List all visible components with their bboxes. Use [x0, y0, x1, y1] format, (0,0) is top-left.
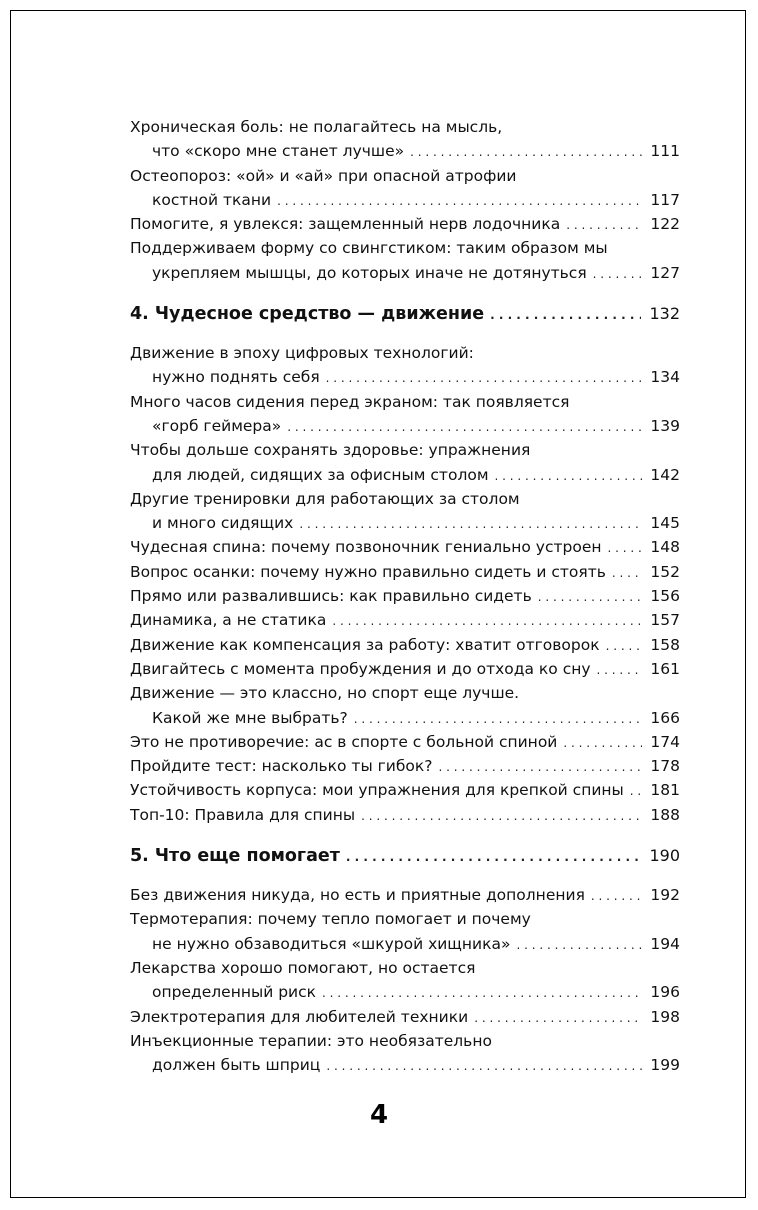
entry-title: Двигайтесь с момента пробуждения и до отхода ко сну [130, 659, 591, 678]
table-of-contents [130, 115, 680, 1077]
toc-entry [130, 883, 680, 907]
dot-leader [597, 657, 643, 682]
dot-leader [299, 511, 642, 536]
entry-page: 117 [650, 190, 680, 209]
toc-entry [130, 778, 680, 802]
chapter-heading-4 [130, 299, 680, 329]
entry-title: Помогите, я увлекся: защемленный нерв лодочника [130, 215, 561, 234]
chapter-title: 4. Чудесное средство — движение [130, 304, 485, 325]
entry-title: Другие тренировки для работающих за столом [130, 489, 520, 508]
dot-leader [361, 803, 642, 828]
dot-leader [354, 706, 643, 731]
entry-page: 142 [650, 465, 680, 484]
entry-page: 148 [650, 538, 680, 557]
toc-entry [130, 657, 680, 681]
entry-title: Топ-10: Правила для спины [130, 805, 356, 824]
toc-entry [130, 390, 680, 439]
chapter-page: 132 [649, 304, 680, 324]
entry-title: Много часов сидения перед экраном: так появляется [130, 392, 570, 411]
dot-leader [495, 463, 643, 488]
entry-title: Поддерживаем форму со свингстиком: таким образом мы [130, 239, 608, 258]
entry-title-cont: должен быть шприц [152, 1056, 321, 1075]
entry-page: 161 [650, 659, 680, 678]
entry-title: Хроническая боль: не полагайтесь на мысль, [130, 118, 503, 136]
toc-entry [130, 754, 680, 778]
entry-page: 122 [650, 215, 680, 234]
entry-title: Пройдите тест: насколько ты гибок? [130, 757, 433, 776]
dot-leader [612, 560, 643, 585]
toc-entry [130, 535, 680, 559]
toc-entry [130, 730, 680, 754]
toc-entry [130, 341, 680, 390]
dot-leader [566, 212, 642, 237]
entry-page: 178 [650, 757, 680, 776]
dot-leader [593, 261, 643, 286]
dot-leader [410, 139, 642, 164]
dot-leader [516, 932, 642, 957]
entry-title: Динамика, а не статика [130, 611, 327, 630]
toc-entry [130, 236, 680, 285]
entry-page: 166 [650, 708, 680, 727]
dot-leader [538, 584, 643, 609]
entry-title: Движение как компенсация за работу: хватит отговорок [130, 635, 600, 654]
entry-page: 111 [650, 142, 680, 161]
dot-leader [322, 980, 642, 1005]
toc-entry [130, 956, 680, 1005]
toc-entry [130, 608, 680, 632]
entry-page: 158 [650, 635, 680, 654]
entry-title: Устойчивость корпуса: мои упражнения для крепкой спины [130, 781, 624, 800]
entry-title: Прямо или развалившись: как правильно сидеть [130, 587, 532, 606]
toc-group-b [130, 341, 680, 827]
dot-leader [332, 608, 642, 633]
entry-title: Электротерапия для любителей техники [130, 1007, 469, 1026]
chapter-heading-5 [130, 841, 680, 871]
dot-leader [606, 633, 643, 658]
toc-entry [130, 681, 680, 730]
toc-entry [130, 115, 680, 164]
entry-title-cont: Какой же мне выбрать? [152, 708, 348, 727]
entry-title: Лекарства хорошо помогают, но остается [130, 958, 476, 977]
entry-title: Остеопороз: «ой» и «ай» при опасной атрофии [130, 166, 517, 185]
dot-leader [563, 730, 642, 755]
toc-entry [130, 560, 680, 584]
entry-page: 181 [650, 781, 680, 800]
entry-page: 174 [650, 732, 680, 751]
dot-leader [591, 883, 643, 908]
entry-title-cont: определенный риск [152, 983, 316, 1002]
toc-entry [130, 438, 680, 487]
entry-title-cont: и много сидящих [152, 514, 294, 533]
toc-entry [130, 1029, 680, 1078]
entry-page: 139 [650, 416, 680, 435]
toc-entry [130, 584, 680, 608]
entry-page: 198 [650, 1007, 680, 1026]
entry-page: 145 [650, 514, 680, 533]
entry-page: 134 [650, 368, 680, 387]
entry-title: Без движения никуда, но есть и приятные дополнения [130, 886, 585, 905]
toc-group-a [130, 115, 680, 285]
chapter-page: 190 [649, 846, 680, 866]
dot-leader [326, 1053, 642, 1078]
dot-leader [608, 535, 643, 560]
page-number: 4 [369, 1100, 389, 1130]
toc-entry [130, 907, 680, 956]
entry-page: 156 [650, 587, 680, 606]
entry-title: Вопрос осанки: почему нужно правильно сидеть и стоять [130, 562, 606, 581]
toc-entry [130, 487, 680, 536]
entry-title-cont: костной ткани [152, 190, 272, 209]
entry-title-cont: что «скоро мне станет лучше» [152, 142, 405, 161]
toc-entry [130, 1005, 680, 1029]
toc-entry [130, 633, 680, 657]
entry-title: Инъекционные терапии: это необязательно [130, 1031, 492, 1050]
dot-leader [326, 365, 643, 390]
toc-entry [130, 164, 680, 213]
entry-page: 152 [650, 562, 680, 581]
toc-entry [130, 212, 680, 236]
entry-page: 199 [650, 1056, 680, 1075]
entry-title-cont: для людей, сидящих за офисным столом [152, 465, 489, 484]
entry-page: 157 [650, 611, 680, 630]
dot-leader [490, 299, 641, 330]
dot-leader [474, 1005, 642, 1030]
entry-title: Термотерапия: почему тепло помогает и почему [130, 910, 531, 929]
dot-leader [346, 841, 642, 872]
dot-leader [630, 778, 643, 803]
entry-title-cont: укрепляем мышцы, до которых иначе не дотянуться [152, 263, 587, 282]
entry-title: Это не противоречие: ас в спорте с больной спиной [130, 732, 558, 751]
entry-page: 194 [650, 934, 680, 953]
toc-entry [130, 803, 680, 827]
entry-page: 127 [650, 263, 680, 282]
dot-leader [287, 414, 642, 439]
chapter-title: 5. Что еще помогает [130, 846, 340, 867]
entry-title-cont: нужно поднять себя [152, 368, 320, 387]
entry-page: 192 [650, 886, 680, 905]
entry-page: 196 [650, 983, 680, 1002]
entry-title: Чудесная спина: почему позвоночник гениально устроен [130, 538, 602, 557]
dot-leader [277, 188, 642, 213]
entry-title: Движение — это классно, но спорт еще лучше. [130, 684, 520, 703]
entry-title: Чтобы дольше сохранять здоровье: упражнения [130, 441, 531, 460]
dot-leader [438, 754, 642, 779]
toc-group-c [130, 883, 680, 1077]
entry-page: 188 [650, 805, 680, 824]
entry-title-cont: «горб геймера» [152, 416, 282, 435]
entry-title: Движение в эпоху цифровых технологий: [130, 344, 474, 363]
entry-title-cont: не нужно обзаводиться «шкурой хищника» [152, 934, 511, 953]
